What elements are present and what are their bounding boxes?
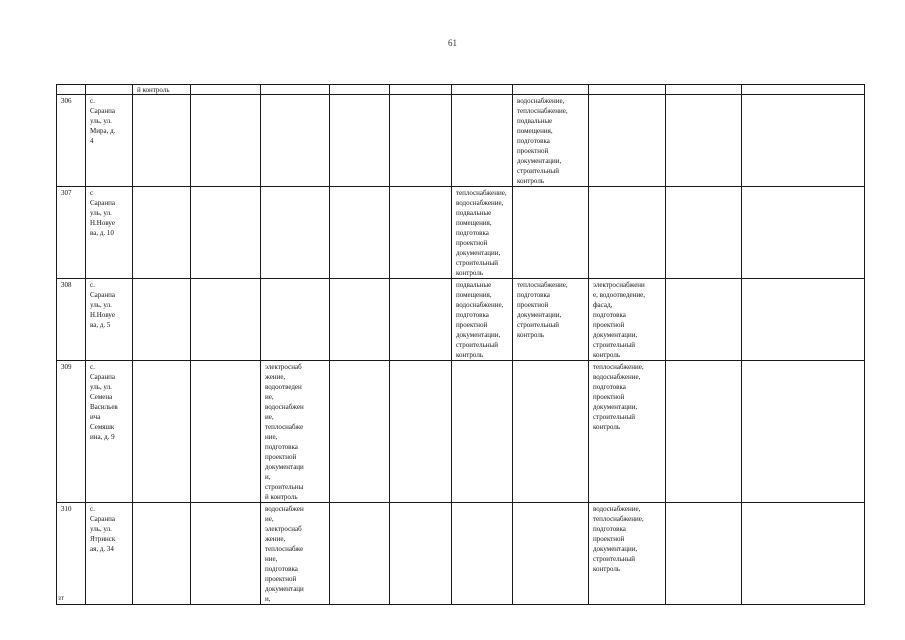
table-cell: й контроль	[133, 85, 191, 95]
table-cell	[666, 503, 742, 605]
table-cell	[390, 95, 452, 187]
table-cell	[133, 187, 191, 279]
table-cell	[513, 85, 589, 95]
table-cell	[589, 95, 666, 187]
address-cell: с. Саранпа уль, ул. Ятринск ая, д. 34	[86, 503, 133, 605]
row-number: 309	[57, 361, 86, 503]
table-cell	[133, 503, 191, 605]
table-cell: теплоснабжение, водоснабжение, подвальные помещения, подготовка проектной документации, строительный контроль	[452, 187, 513, 279]
table-cell	[742, 187, 865, 279]
table-cell	[261, 85, 330, 95]
table-cell	[133, 279, 191, 361]
table-cell	[390, 85, 452, 95]
table-cell	[191, 187, 261, 279]
table-cell	[261, 95, 330, 187]
table-cell	[742, 361, 865, 503]
page-number: 61	[448, 38, 457, 48]
table-cell	[191, 279, 261, 361]
table-cell	[191, 503, 261, 605]
row-number: 307	[57, 187, 86, 279]
table-cell	[742, 503, 865, 605]
table-cell	[452, 503, 513, 605]
table-cell	[330, 279, 390, 361]
table-cell	[330, 187, 390, 279]
row-number: 306	[57, 95, 86, 187]
table-cell: теплоснабжение, водоснабжение, подготовка проектной документации, строительный контроль	[589, 361, 666, 503]
table-cell	[390, 279, 452, 361]
table-row	[57, 503, 865, 605]
table-cell	[261, 187, 330, 279]
table-cell	[452, 85, 513, 95]
table-cell	[133, 95, 191, 187]
table-cell	[666, 85, 742, 95]
address-cell: с. Саранпа уль, ул. Н.Новуе ва, д. 5	[86, 279, 133, 361]
table-cell	[86, 85, 133, 95]
table-cell	[666, 187, 742, 279]
table-cell	[513, 361, 589, 503]
table-cell	[330, 95, 390, 187]
table-row	[57, 187, 865, 279]
table-cell: водоснабжен ие, электроснаб жение, теплоснабже ние, подготовка проектной документаци и,	[261, 503, 330, 605]
table-cell	[330, 361, 390, 503]
table-cell	[666, 95, 742, 187]
table-cell: теплоснабжение, подготовка проектной документации, строительный контроль	[513, 279, 589, 361]
continued-row	[57, 85, 865, 95]
table-cell: водоснабжение, теплоснабжение, подготовка проектной документации, строительный контроль	[589, 503, 666, 605]
table-cell	[666, 361, 742, 503]
table-cell	[742, 85, 865, 95]
table-cell	[452, 361, 513, 503]
table-cell	[390, 361, 452, 503]
table-cell: электроснабжени е, водоотведение, фасад, подготовка проектной документации, строительный контроль	[589, 279, 666, 361]
row-number: 310	[57, 503, 86, 605]
table-cell	[330, 85, 390, 95]
works-schedule-table	[56, 84, 865, 605]
table-cell	[191, 361, 261, 503]
table-row	[57, 361, 865, 503]
table-cell	[191, 85, 261, 95]
table-cell: электроснаб жение, водоотведен ие, водоснабжен ие, теплоснабже ние, подготовка проектной документаци и, строительны й контроль	[261, 361, 330, 503]
table-cell	[589, 187, 666, 279]
table-cell	[133, 361, 191, 503]
table-cell	[666, 279, 742, 361]
table-cell	[390, 187, 452, 279]
address-cell: с. Саранпа уль, ул. Мира, д. 4	[86, 95, 133, 187]
table-cell	[261, 279, 330, 361]
address-cell: с. Саранпа уль, ул. Семена Васильев ича Семяшк ина, д. 9	[86, 361, 133, 503]
footer-mark: зт	[58, 594, 64, 602]
table-cell: водоснабжение, теплоснабжение, подвальные помещения, подготовка проектной документации, строительный контроль	[513, 95, 589, 187]
table-cell	[513, 187, 589, 279]
table-cell	[57, 85, 86, 95]
table-cell	[330, 503, 390, 605]
table-cell	[589, 85, 666, 95]
table-cell	[742, 95, 865, 187]
table-cell	[513, 503, 589, 605]
table-cell	[191, 95, 261, 187]
table-cell: подвальные помещения, водоснабжение, подготовка проектной документации, строительный контроль	[452, 279, 513, 361]
table-cell	[452, 95, 513, 187]
table-row	[57, 95, 865, 187]
address-cell: с Саранпа уль, ул. Н.Новуе ва, д. 10	[86, 187, 133, 279]
table-row	[57, 279, 865, 361]
row-number: 308	[57, 279, 86, 361]
table-cell	[390, 503, 452, 605]
table-cell	[742, 279, 865, 361]
